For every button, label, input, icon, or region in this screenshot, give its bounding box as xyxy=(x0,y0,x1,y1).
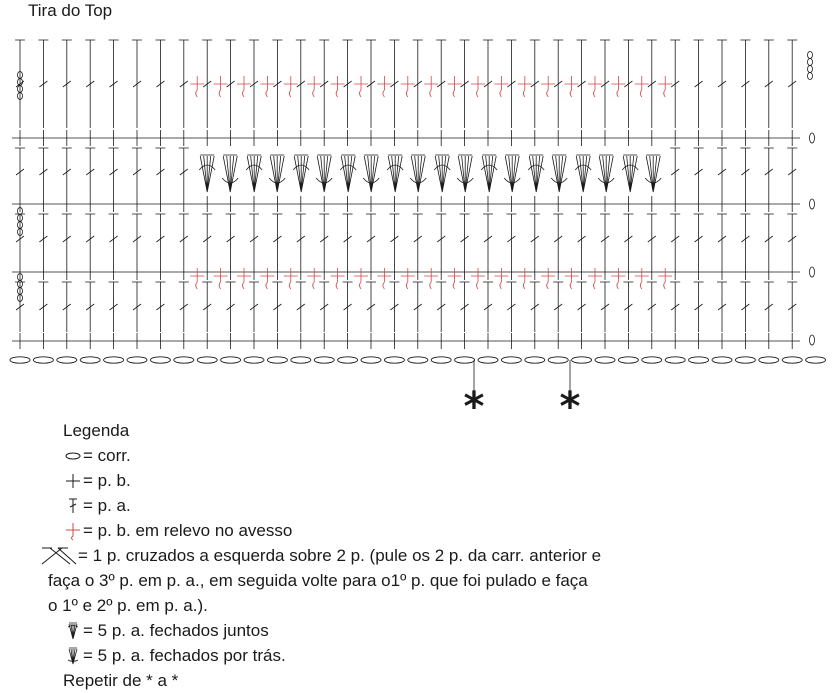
chain-stitch xyxy=(618,357,638,363)
double-crochet xyxy=(764,214,774,264)
double-crochet xyxy=(717,282,727,332)
repeat-marker: * xyxy=(559,384,581,418)
double-crochet xyxy=(15,282,25,332)
relief-stitch xyxy=(331,268,345,289)
relief-stitch xyxy=(424,76,438,97)
cluster-stitch xyxy=(316,155,332,192)
chain-stitch xyxy=(174,357,194,363)
double-crochet xyxy=(506,214,516,264)
chain-icon xyxy=(63,446,83,466)
double-crochet xyxy=(343,214,353,264)
cluster-stitch xyxy=(340,155,356,192)
chain-stitch xyxy=(431,357,451,363)
double-crochet xyxy=(62,282,72,332)
chain-stitch xyxy=(314,357,334,363)
relief-stitch xyxy=(541,268,555,289)
relief-stitch xyxy=(260,76,274,97)
double-crochet xyxy=(647,214,657,264)
relief-stitch xyxy=(237,268,251,289)
double-crochet xyxy=(109,40,119,128)
double-crochet xyxy=(202,282,212,332)
relief-stitch xyxy=(190,76,204,97)
relief-stitch xyxy=(377,76,391,97)
chain-stitch xyxy=(525,357,545,363)
double-crochet xyxy=(764,148,774,196)
relief-stitch xyxy=(214,268,228,289)
relief-stitch xyxy=(611,268,625,289)
double-crochet xyxy=(553,282,563,332)
relief-stitch xyxy=(401,76,415,97)
double-crochet xyxy=(132,214,142,264)
double-crochet xyxy=(179,282,189,332)
cluster-stitch xyxy=(293,155,309,192)
legend-item-cluster-back: = 5 p. a. fechados por trás. xyxy=(63,643,601,668)
double-crochet xyxy=(249,282,259,332)
chain-stitch xyxy=(455,357,475,363)
double-crochet xyxy=(717,148,727,196)
double-crochet xyxy=(600,214,610,264)
cluster-stitch xyxy=(622,155,638,192)
legend-item-single-crochet: = p. b. xyxy=(63,468,601,493)
chain-stitch xyxy=(665,357,685,363)
relief-stitch xyxy=(658,76,672,97)
crossed-stitch-icon xyxy=(40,546,78,566)
chain-stitch xyxy=(150,357,170,363)
double-crochet xyxy=(647,282,657,332)
double-crochet xyxy=(343,282,353,332)
double-crochet xyxy=(436,282,446,332)
double-crochet xyxy=(109,214,119,264)
double-crochet xyxy=(530,214,540,264)
relief-stitch xyxy=(588,76,602,97)
relief-stitch xyxy=(190,268,204,289)
relief-stitch xyxy=(448,268,462,289)
double-crochet xyxy=(694,282,704,332)
chain-stitch xyxy=(291,357,311,363)
cluster-stitch xyxy=(598,155,614,192)
chain-stitch xyxy=(127,357,147,363)
double-crochet xyxy=(787,40,797,128)
relief-stitch xyxy=(424,268,438,289)
double-crochet xyxy=(389,282,399,332)
cluster-front-icon xyxy=(63,621,83,641)
chain-stitch xyxy=(33,357,53,363)
relief-stitch xyxy=(354,268,368,289)
cluster-stitch xyxy=(575,155,591,192)
double-crochet xyxy=(764,282,774,332)
relief-stitch xyxy=(284,76,298,97)
cluster-stitch xyxy=(387,155,403,192)
legend-item-cluster-front: = 5 p. a. fechados juntos xyxy=(63,618,601,643)
double-crochet xyxy=(85,148,95,196)
repeat-marker: * xyxy=(463,384,485,418)
double-crochet xyxy=(389,214,399,264)
cluster-stitch xyxy=(410,155,426,192)
legend-item-double-crochet: = p. a. xyxy=(63,493,601,518)
relief-stitch xyxy=(354,76,368,97)
double-crochet xyxy=(132,40,142,128)
relief-stitch-rows xyxy=(190,76,672,289)
relief-stitch xyxy=(635,76,649,97)
single-crochet-rows xyxy=(12,130,800,349)
relief-stitch xyxy=(471,268,485,289)
double-crochet xyxy=(226,214,236,264)
cluster-stitch xyxy=(246,155,262,192)
chain-stitch xyxy=(244,357,264,363)
relief-stitch xyxy=(260,268,274,289)
double-crochet xyxy=(366,214,376,264)
relief-stitch xyxy=(331,76,345,97)
double-crochet xyxy=(38,282,48,332)
cluster-stitch xyxy=(269,155,285,192)
chart-title: Tira do Top xyxy=(28,1,113,20)
double-crochet xyxy=(740,282,750,332)
chain-stitch xyxy=(197,357,217,363)
double-crochet xyxy=(15,148,25,196)
chain-stitch xyxy=(642,357,662,363)
chain-stitch xyxy=(806,357,826,363)
cluster-stitch xyxy=(528,155,544,192)
chain-stitch xyxy=(501,357,521,363)
double-crochet xyxy=(272,282,282,332)
double-crochet xyxy=(132,148,142,196)
double-crochet xyxy=(787,282,797,332)
chain-stitch xyxy=(689,357,709,363)
turning-chain xyxy=(808,66,813,73)
double-crochet xyxy=(202,214,212,264)
relief-stitch xyxy=(658,268,672,289)
double-crochet xyxy=(109,148,119,196)
double-crochet xyxy=(670,214,680,264)
double-crochet xyxy=(717,40,727,128)
double-crochet xyxy=(577,214,587,264)
double-crochet xyxy=(132,282,142,332)
legend-item-repeat: Repetir de * a * xyxy=(63,671,179,690)
legend-item-chain: = corr. xyxy=(63,443,601,468)
turning-chain xyxy=(810,335,815,345)
double-crochet xyxy=(296,214,306,264)
chain-stitch xyxy=(267,357,287,363)
double-crochet xyxy=(787,148,797,196)
double-crochet xyxy=(366,282,376,332)
double-crochet xyxy=(109,282,119,332)
double-crochet xyxy=(623,282,633,332)
double-crochet xyxy=(38,40,48,128)
relief-stitch xyxy=(518,76,532,97)
cluster-stitch-row xyxy=(199,155,661,192)
chain-stitch xyxy=(57,357,77,363)
cluster-stitch xyxy=(457,155,473,192)
double-crochet xyxy=(85,214,95,264)
legend xyxy=(40,418,601,693)
repeat-markers xyxy=(464,360,581,418)
cluster-back-icon xyxy=(63,646,83,666)
double-crochet xyxy=(155,282,165,332)
double-crochet xyxy=(319,214,329,264)
cluster-stitch xyxy=(434,155,450,192)
double-crochet xyxy=(62,214,72,264)
relief-stitch xyxy=(214,76,228,97)
relief-stitch xyxy=(307,268,321,289)
turning-chain xyxy=(808,52,813,59)
chain-stitch xyxy=(595,357,615,363)
chain-stitch xyxy=(735,357,755,363)
relief-stitch xyxy=(377,268,391,289)
relief-stitch xyxy=(565,268,579,289)
relief-stitch xyxy=(401,268,415,289)
double-crochet-icon xyxy=(63,496,83,516)
relief-stitch xyxy=(307,76,321,97)
turning-chain xyxy=(808,73,813,80)
relief-stitch xyxy=(237,76,251,97)
chain-stitch xyxy=(104,357,124,363)
double-crochet xyxy=(483,282,493,332)
legend-heading: Legenda xyxy=(63,421,130,440)
legend-item-crossed: = 1 p. cruzados a esquerda sobre 2 p. (pule os 2 p. da carr. anterior e xyxy=(40,543,601,568)
double-crochet xyxy=(694,40,704,128)
double-crochet xyxy=(226,282,236,332)
relief-stitch xyxy=(494,76,508,97)
relief-stitch xyxy=(635,268,649,289)
relief-stitch xyxy=(588,268,602,289)
double-crochet xyxy=(62,40,72,128)
double-crochet xyxy=(460,214,470,264)
relief-stitch xyxy=(518,268,532,289)
chain-stitch xyxy=(338,357,358,363)
turning-chain xyxy=(808,59,813,66)
double-crochet xyxy=(85,282,95,332)
double-crochet xyxy=(155,214,165,264)
double-crochet xyxy=(413,282,423,332)
double-crochet xyxy=(577,282,587,332)
relief-stitch xyxy=(448,76,462,97)
double-crochet xyxy=(483,214,493,264)
double-crochet xyxy=(38,148,48,196)
chain-stitch xyxy=(782,357,802,363)
double-crochet xyxy=(670,282,680,332)
double-crochet xyxy=(85,40,95,128)
double-crochet xyxy=(694,148,704,196)
chain-stitch xyxy=(548,357,568,363)
double-crochet xyxy=(319,282,329,332)
cluster-stitch xyxy=(481,155,497,192)
chain-stitch xyxy=(80,357,100,363)
double-crochet xyxy=(764,40,774,128)
chain-stitch xyxy=(759,357,779,363)
legend-item-crossed-cont-2: o 1º e 2º p. em p. a.). xyxy=(48,596,208,615)
turning-chain xyxy=(810,199,815,209)
double-crochet xyxy=(15,40,25,128)
relief-stitch xyxy=(471,76,485,97)
double-crochet xyxy=(600,282,610,332)
double-crochet xyxy=(249,214,259,264)
chain-stitch xyxy=(361,357,381,363)
double-crochet xyxy=(460,282,470,332)
turning-chain xyxy=(810,133,815,143)
double-crochet xyxy=(787,214,797,264)
double-crochet xyxy=(296,282,306,332)
single-crochet-icon xyxy=(63,471,83,491)
double-crochet xyxy=(717,214,727,264)
double-crochet xyxy=(62,148,72,196)
double-crochet xyxy=(553,214,563,264)
double-crochet xyxy=(740,40,750,128)
chain-stitch xyxy=(221,357,241,363)
cluster-stitch xyxy=(645,155,661,192)
cluster-stitch xyxy=(222,155,238,192)
legend-item-crossed-cont-1: faça o 3º p. em p. a., em seguida volte para o1º p. que foi pulado e faça xyxy=(48,571,588,590)
double-crochet xyxy=(436,214,446,264)
cluster-stitch xyxy=(363,155,379,192)
crochet-chart xyxy=(0,28,837,418)
double-crochet xyxy=(38,214,48,264)
double-crochet xyxy=(694,214,704,264)
double-crochet xyxy=(272,214,282,264)
relief-stitch xyxy=(565,76,579,97)
chain-stitch xyxy=(10,357,30,363)
chain-stitch xyxy=(572,357,592,363)
double-crochet xyxy=(179,214,189,264)
double-crochet xyxy=(413,214,423,264)
double-crochet xyxy=(155,40,165,128)
cluster-stitch xyxy=(199,155,215,192)
double-crochet xyxy=(740,214,750,264)
chain-stitch xyxy=(712,357,732,363)
double-crochet xyxy=(530,282,540,332)
double-crochet xyxy=(670,148,680,196)
double-crochet xyxy=(155,148,165,196)
chain-stitch xyxy=(478,357,498,363)
double-crochet xyxy=(740,148,750,196)
relief-stitch xyxy=(611,76,625,97)
relief-stitch xyxy=(284,268,298,289)
double-crochet xyxy=(179,148,189,196)
relief-stitch xyxy=(494,268,508,289)
chain-stitch xyxy=(384,357,404,363)
cluster-stitch xyxy=(551,155,567,192)
double-crochet xyxy=(179,40,189,128)
foundation-chain-row xyxy=(10,357,826,363)
chain-stitch xyxy=(408,357,428,363)
relief-stitch xyxy=(541,76,555,97)
cluster-stitch xyxy=(504,155,520,192)
turning-chain xyxy=(810,267,815,277)
double-crochet xyxy=(506,282,516,332)
legend-item-relief: = p. b. em relevo no avesso xyxy=(63,518,601,543)
relief-stitch-icon xyxy=(63,521,83,541)
double-crochet xyxy=(623,214,633,264)
